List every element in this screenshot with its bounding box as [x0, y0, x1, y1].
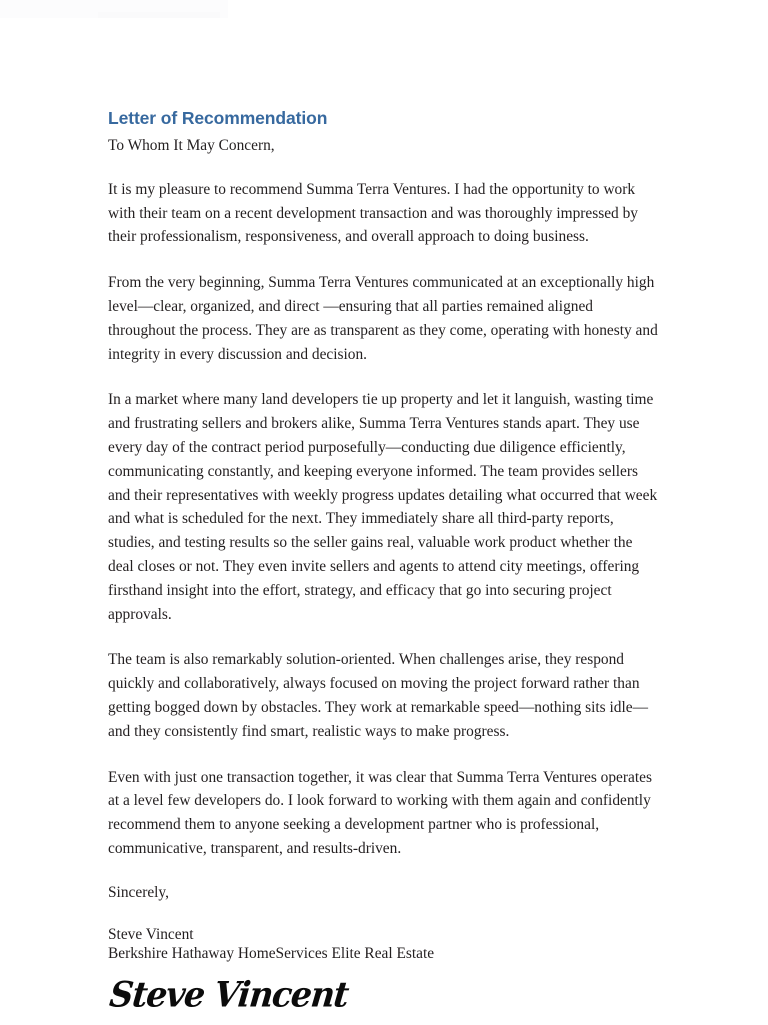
handwritten-signature: [107, 974, 660, 1025]
spacer: [108, 626, 660, 648]
closing-line: Sincerely,: [108, 883, 169, 901]
paragraph-4: The team is also remarkably solution-oriented. When challenges arise, they respond quickly and collaboratively, always focused on moving the project forward rather than getting bogged down by obstacles. They work at remarkable speed—nothing sits idle—and they consistently find smart, realistic ways to make progress.: [108, 651, 648, 740]
spacer: [108, 249, 660, 271]
signer-block: [108, 925, 660, 964]
paragraph-5: Even with just one transaction together, it was clear that Summa Terra Ventures operates at a level few developers do. I look forward to working with them again and confidently recommend them to anyone seeking a development partner who is professional, communicative, transparent, and results-driven.: [108, 768, 652, 858]
scan-artifact-band-secondary: [98, 12, 220, 18]
spacer: [108, 156, 660, 178]
paragraph-2: From the very beginning, Summa Terra Ventures communicated at an exceptionally high level—clear, organized, and direct —ensuring that all parties remained aligned throughout the process. They are as transparent as they come, operating with honesty and integrity in every discussion and decision.: [108, 274, 658, 363]
spacer: [108, 744, 660, 766]
signer-name: Steve Vincent: [108, 925, 194, 943]
spacer: [108, 861, 660, 883]
page-title: Letter of Recommendation: [108, 108, 328, 128]
letter-body: [108, 108, 660, 1025]
signer-organization: Berkshire Hathaway HomeServices Elite Real Estate: [108, 945, 435, 963]
spacer: [108, 903, 660, 925]
paragraph-1: It is my pleasure to recommend Summa Terra Ventures. I had the opportunity to work with their team on a recent development transaction and was thoroughly impressed by their professionalism, responsiveness, and overall approach to doing business.: [108, 180, 638, 246]
paragraph-3: In a market where many land developers tie up property and let it languish, wasting time and frustrating sellers and brokers alike, Summa Terra Ventures stands apart. They use every day of the contract period purposefully—conducting due diligence efficiently, communicating constantly, and keeping everyone informed. The team provides sellers and their representatives with weekly progress updates detailing what occurred that week and what is scheduled for the next. They immediately share all third-party reports, studies, and testing results so the seller gains real, valuable work product whether the deal closes or not. They even invite sellers and agents to attend city meetings, offering firsthand insight into the effort, strategy, and efficacy that go into securing project approvals.: [108, 391, 658, 623]
signature-text: Steve Vincent: [107, 974, 351, 1016]
spacer: [108, 366, 660, 388]
salutation: To Whom It May Concern,: [108, 136, 275, 154]
